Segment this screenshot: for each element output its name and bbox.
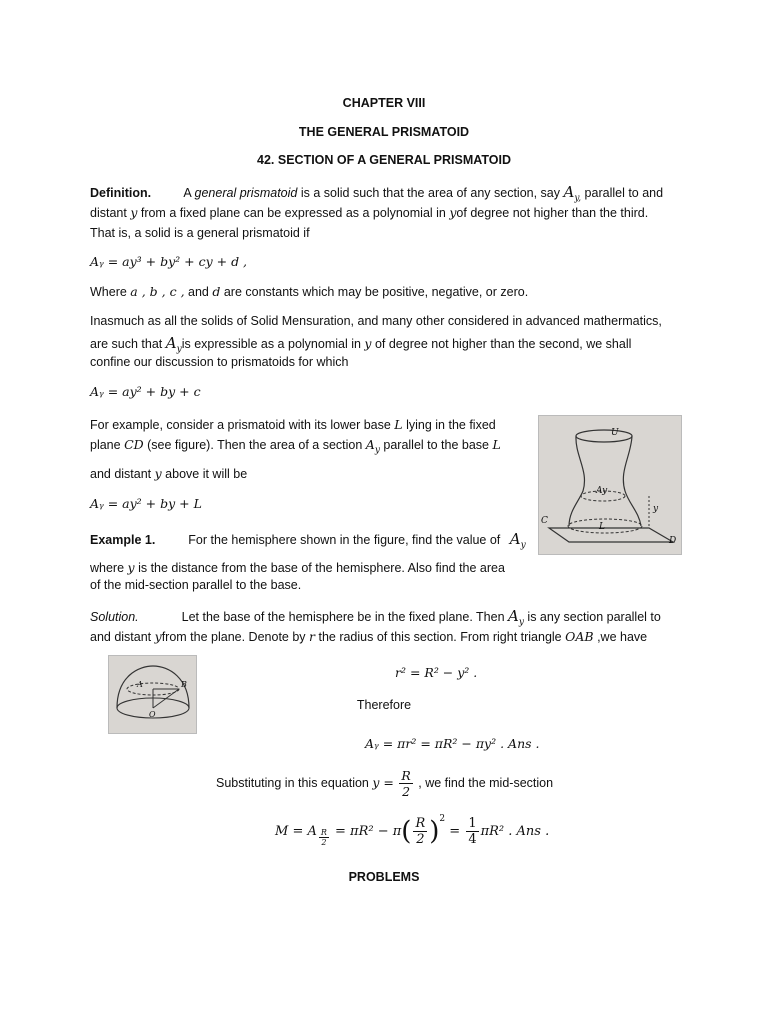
num: R — [320, 828, 327, 837]
var-CD: CD — [124, 437, 144, 452]
example1-label: Example 1. — [90, 533, 156, 547]
subscript-fraction — [319, 828, 329, 847]
definition-text-b: is a solid such that the area of any section, say — [297, 186, 564, 200]
var-d: d — [212, 284, 221, 299]
hemisphere-drawing — [109, 656, 196, 733]
text: are constants which may be positive, negative, or zero. — [220, 285, 529, 299]
inasmuch-line-2 — [90, 334, 631, 355]
formula-cubic: Aᵧ = ay³ + by² + cy + d , — [90, 254, 248, 269]
solution-line-2 — [90, 629, 647, 644]
label-O: O — [149, 710, 156, 719]
text: distant — [90, 206, 131, 220]
inasmuch-line-3: confine our discussion to prismatoids for which — [90, 355, 349, 369]
definition-line-3: That is, a solid is a general prismatoid if — [90, 226, 310, 240]
var-sub-y: y — [374, 445, 380, 456]
text: is the distance from the base of the hemisphere. Also find the area — [134, 561, 505, 575]
definition-text-a: A — [183, 186, 195, 200]
definition-label: Definition. — [90, 186, 152, 200]
text: lying in the fixed — [402, 418, 496, 432]
text: above it will be — [161, 467, 248, 481]
label-B: B — [181, 680, 187, 689]
text: is any section parallel to — [523, 610, 661, 624]
problems-heading: PROBLEMS — [348, 870, 420, 884]
y-equals: y = — [372, 774, 394, 790]
example1-line-2 — [90, 560, 505, 575]
equation-Ay: Aᵧ = πr² = πR² − πy² . Ans . — [365, 736, 540, 751]
var-A: A — [365, 437, 375, 452]
var-A: A — [509, 530, 521, 548]
prismatoid-drawing — [539, 416, 681, 554]
text: (see figure). Then the area of a section — [143, 438, 366, 452]
label-C: C — [541, 516, 548, 526]
text: For the hemisphere shown in the figure, find the value of — [188, 533, 501, 547]
var-sub-y: y — [520, 540, 526, 551]
text: are such that — [90, 337, 166, 351]
paren-open: ( — [401, 816, 412, 847]
text: from a fixed plane can be expressed as a polynomial in — [137, 206, 450, 220]
var-A: A — [563, 183, 575, 201]
label-A: A — [137, 680, 143, 689]
text: , we find the mid-section — [418, 775, 554, 790]
text: of degree not higher than the second, we shall — [371, 337, 632, 351]
text: and — [184, 285, 213, 299]
label-L: L — [599, 522, 605, 532]
paren-close: ) — [429, 816, 440, 847]
example-line-2 — [90, 437, 501, 456]
label-U: U — [611, 428, 619, 438]
text: and distant — [90, 630, 155, 644]
var-y: y — [127, 560, 135, 575]
chapter-heading: CHAPTER VIII — [342, 96, 426, 110]
example-line-3 — [90, 466, 247, 481]
den: 4 — [468, 832, 477, 847]
den: 2 — [321, 838, 327, 847]
den: 2 — [402, 784, 411, 799]
text: For example, consider a prismatoid with its lower base — [90, 418, 395, 432]
section-heading: 42. SECTION OF A GENERAL PRISMATOID — [257, 153, 511, 167]
text: Let the base of the hemisphere be in the fixed plane. Then — [181, 610, 509, 624]
paren-fraction — [413, 816, 427, 847]
var-r: r — [309, 629, 315, 644]
var-L: L — [492, 437, 501, 452]
therefore-text: Therefore — [356, 698, 412, 712]
var-A: A — [165, 334, 177, 352]
definition-term: general prismatoid — [194, 186, 298, 200]
exponent: 2 — [439, 814, 446, 824]
label-y: y — [653, 504, 659, 514]
var-y: y — [364, 336, 372, 351]
prismatoid-figure — [538, 415, 682, 555]
text: where — [90, 561, 128, 575]
var-sub-y: y — [518, 617, 524, 628]
var-sub-y: y — [176, 344, 182, 355]
text: and distant — [90, 467, 155, 481]
definition-line-2 — [90, 205, 648, 220]
where-line — [90, 284, 528, 299]
label-Ay: Ay — [596, 486, 608, 496]
var-sub-y: y, — [574, 193, 582, 204]
fraction-R-over-2 — [399, 768, 412, 799]
var-y: y — [449, 205, 457, 220]
text: Where — [90, 285, 131, 299]
M-lhs: M = A — [275, 824, 317, 839]
example1-line-1 — [90, 530, 526, 551]
equation-M — [275, 814, 549, 847]
label-D: D — [669, 536, 677, 546]
text: ,we have — [593, 630, 648, 644]
equals: = — [445, 824, 465, 839]
num: R — [415, 816, 426, 831]
formula-quadratic-L: Aᵧ = ay² + by + L — [90, 496, 202, 511]
formula-quadratic: Aᵧ = ay² + by + c — [90, 384, 201, 399]
var-OAB: OAB — [565, 629, 594, 644]
text: from the plane. Denote by — [161, 630, 310, 644]
num: 1 — [468, 816, 477, 831]
var-y: y — [130, 205, 138, 220]
var-L: L — [394, 417, 403, 432]
text: of degree not higher than the third. — [456, 206, 649, 220]
text: Substituting in this equation — [216, 775, 373, 790]
example-line-1 — [90, 417, 496, 432]
text: is expressible as a polynomial in — [181, 337, 365, 351]
inasmuch-line-1: Inasmuch as all the solids of Solid Mensuration, and many other considered in advanced mathermatics, — [90, 314, 662, 328]
num: R — [401, 768, 411, 783]
example1-line-3: of the mid-section parallel to the base. — [90, 578, 302, 592]
text: the radius of this section. From right triangle — [315, 630, 566, 644]
var-A: A — [508, 607, 519, 625]
quarter-fraction — [466, 816, 478, 847]
M-tail: πR² . Ans . — [480, 824, 550, 839]
solution-label: Solution. — [90, 610, 139, 624]
substituting-line — [216, 768, 553, 799]
definition-line-1 — [90, 183, 663, 204]
equation-r: r² = R² − y² . — [395, 665, 478, 680]
definition-text-c: parallel to and — [581, 186, 664, 200]
den: 2 — [416, 832, 425, 847]
solution-line-1 — [90, 607, 661, 628]
var-y: y — [154, 629, 162, 644]
var-y: y — [154, 466, 162, 481]
text: plane — [90, 438, 125, 452]
vars: a , b , c , — [130, 284, 185, 299]
text: parallel to the base — [379, 438, 493, 452]
chapter-title: THE GENERAL PRISMATOID — [298, 125, 470, 139]
hemisphere-figure — [108, 655, 197, 734]
M-mid: = πR² − π — [330, 824, 402, 839]
